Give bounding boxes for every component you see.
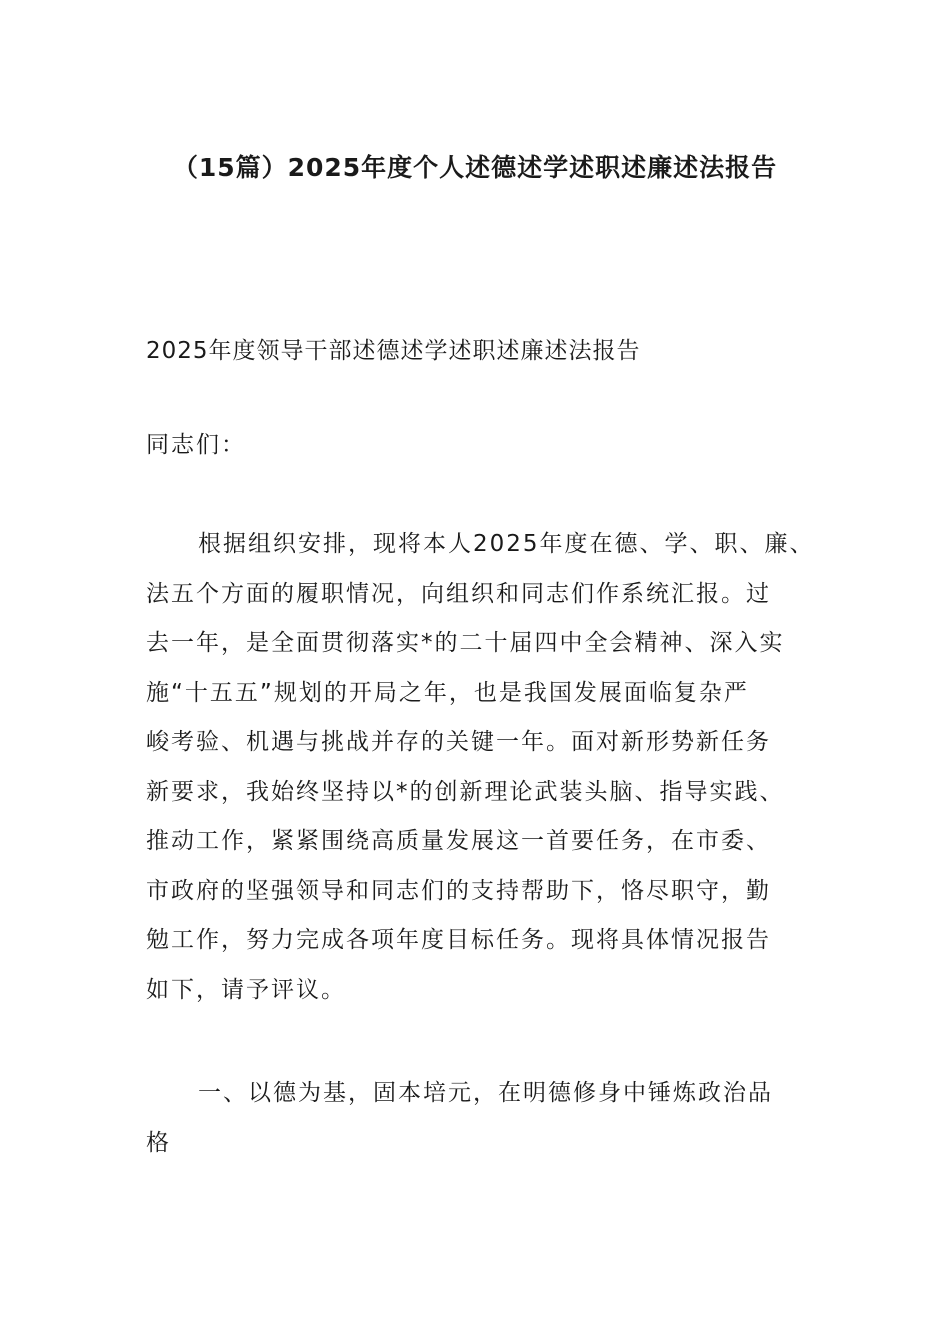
document-title: （15篇）2025年度个人述德述学述职述廉述法报告 [172,153,778,182]
section-heading-line: 格 [146,1129,171,1156]
paragraph-line: 去一年，是全面贯彻落实*的二十届四中全会精神、深入实 [146,630,785,656]
paragraph-line: 法五个方面的履职情况，向组织和同志们作系统汇报。过 [146,580,771,607]
report-subtitle: 2025年度领导干部述德述学述职述廉述法报告 [146,338,641,364]
paragraph-line: 推动工作，紧紧围绕高质量发展这一首要任务，在市委、 [146,828,771,854]
paragraph-line: 根据组织安排，现将本人2025年度在德、学、职、廉、 [198,531,815,557]
section-heading-line: 一、以德为基，固本培元，在明德修身中锤炼政治品 [198,1080,773,1106]
paragraph-line: 新要求，我始终坚持以*的创新理论武装头脑、指导实践、 [146,778,785,805]
paragraph-line: 市政府的坚强领导和同志们的支持帮助下，恪尽职守，勤 [146,877,771,904]
paragraph-line: 峻考验、机遇与挑战并存的关键一年。面对新形势新任务 [146,729,771,755]
paragraph-line: 施“十五五”规划的开局之年，也是我国发展面临复杂严 [146,679,749,706]
paragraph-line: 如下，请予评议。 [146,976,346,1003]
section-heading-1 [146,1069,810,1168]
salutation: 同志们： [146,432,246,458]
paragraph-line: 勉工作，努力完成各项年度目标任务。现将具体情况报告 [146,927,771,953]
intro-paragraph [146,520,815,1015]
